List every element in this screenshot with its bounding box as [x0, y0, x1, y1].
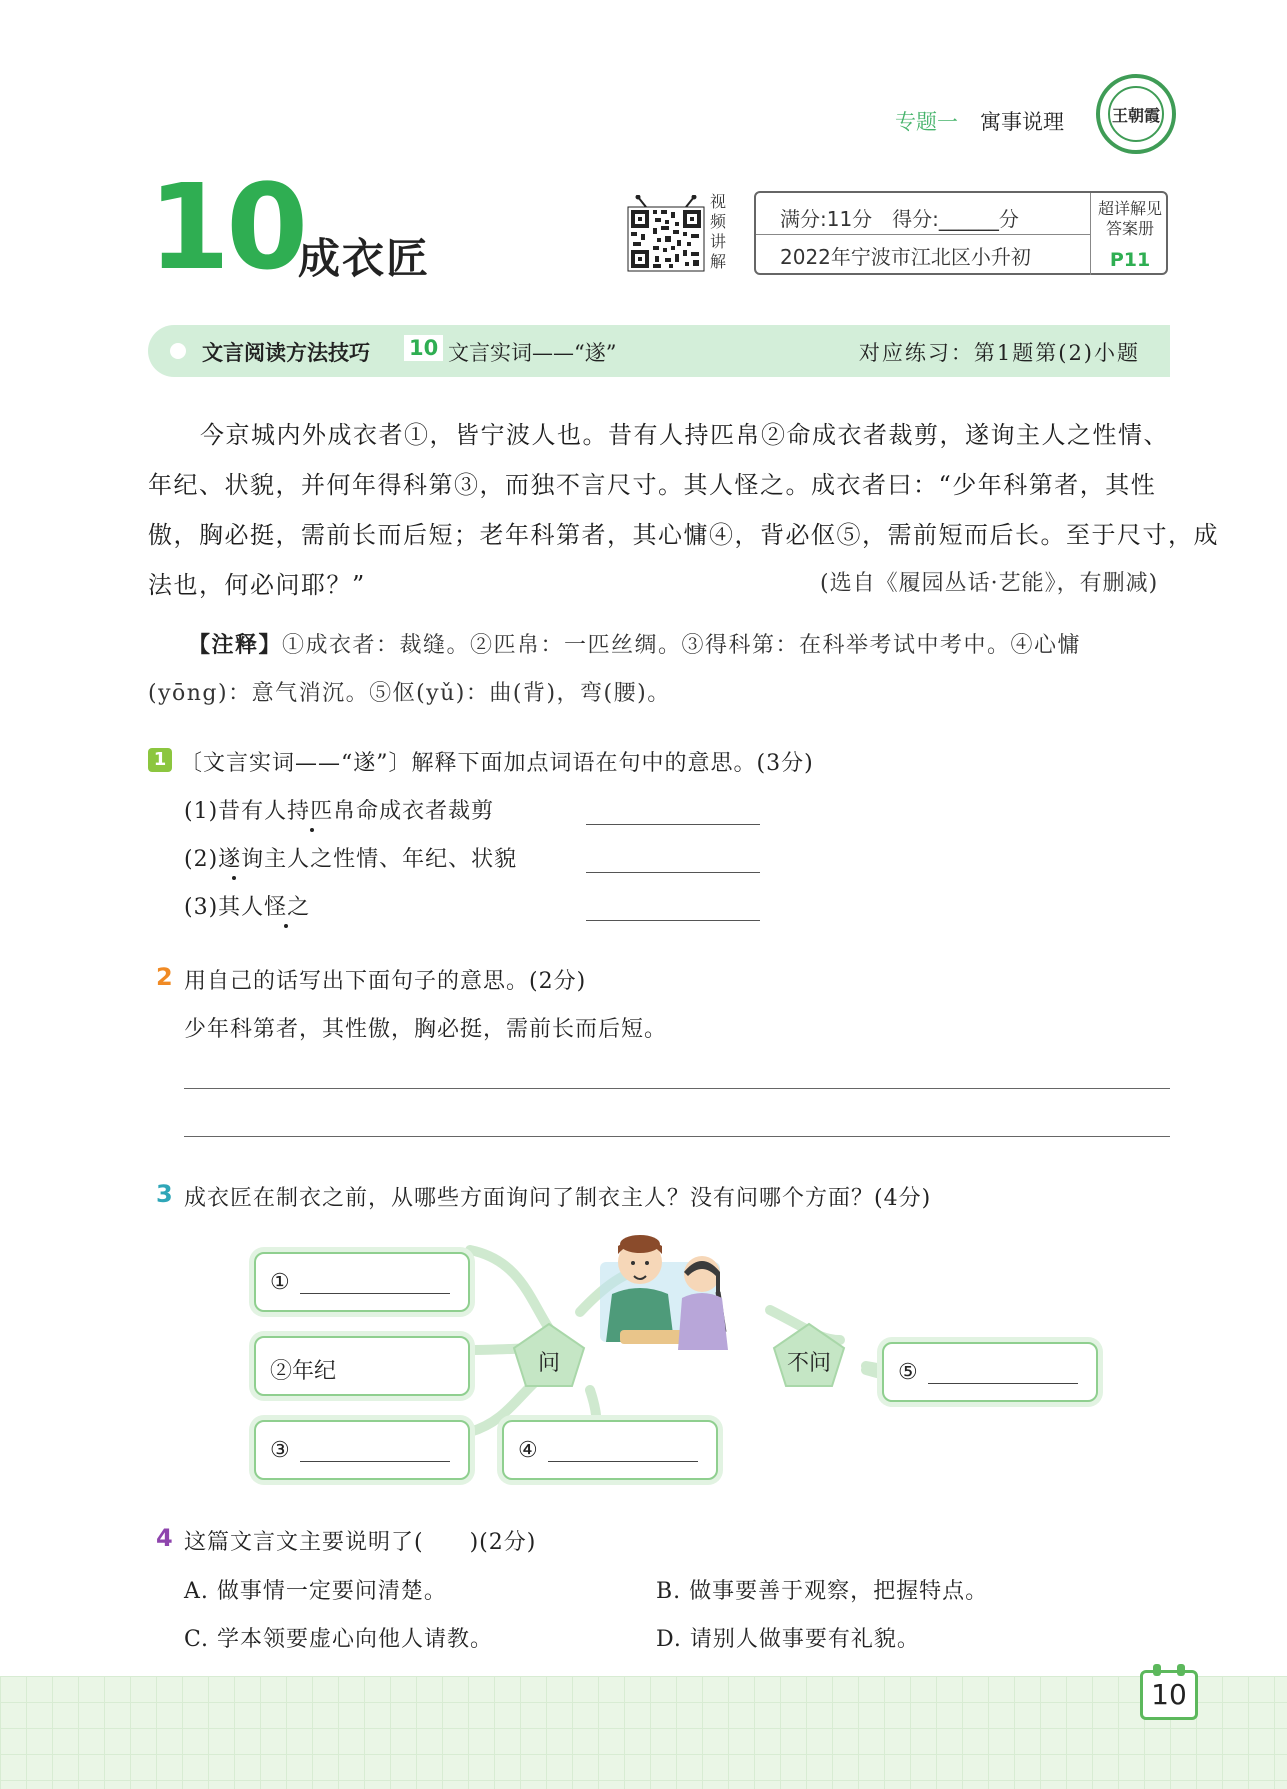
- answer-box-2: [254, 1336, 470, 1396]
- lesson-number: 10: [148, 158, 305, 296]
- passage-line: 法也，何必问耶？”: [148, 571, 366, 599]
- option-b[interactable]: B. 做事要善于观察，把握特点。: [656, 1579, 989, 1604]
- answer-page: P11: [1109, 249, 1151, 271]
- qr-code-icon[interactable]: [626, 195, 708, 273]
- asked-label: 问: [537, 1351, 560, 1376]
- passage-line: 傲，胸必挺，需前长而后短；老年科第者，其心慵④，背必伛⑤，需前短而后长。至于尺寸，成: [148, 521, 1219, 549]
- emphasis-dot: [310, 828, 314, 832]
- annotations: [148, 622, 1168, 718]
- question-text: 用自己的话写出下面句子的意思。(2分): [184, 969, 587, 994]
- footer-grid-band: [0, 1676, 1287, 1789]
- answer-box-label: ③: [270, 1438, 290, 1463]
- score-divider: [756, 234, 1090, 235]
- answer-box-label: ⑤: [898, 1360, 918, 1385]
- score-box: [754, 191, 1168, 275]
- answer-line[interactable]: [586, 872, 760, 873]
- question-number: 1: [148, 748, 172, 772]
- page-number-badge: [1140, 1670, 1198, 1720]
- notes-label: 【注释】: [188, 633, 283, 658]
- emphasis-dot: [232, 876, 236, 880]
- lesson-title: 成衣匠: [298, 234, 431, 283]
- answer-line[interactable]: [586, 824, 760, 825]
- score-line: 满分:11分 得分:______分: [780, 207, 1019, 231]
- answer-line: [548, 1461, 698, 1462]
- answer-box-1[interactable]: [254, 1252, 470, 1312]
- answer-reference: 超详解见答案册: [1097, 199, 1162, 238]
- not-asked-label: 不问: [786, 1351, 831, 1376]
- answer-line: [300, 1293, 450, 1294]
- option-c[interactable]: C. 学本领要虚心向他人请教。: [184, 1627, 494, 1652]
- topic-label: 专题一: [895, 110, 958, 134]
- calendar-tab-icon: [1177, 1664, 1185, 1676]
- method-number: 10: [404, 335, 443, 361]
- answer-line[interactable]: [184, 1088, 1170, 1089]
- question-number: 2: [156, 963, 173, 991]
- answer-box-4[interactable]: [502, 1420, 718, 1480]
- option-a[interactable]: A. 做事情一定要问清楚。: [184, 1579, 447, 1604]
- answer-line: [300, 1461, 450, 1462]
- answer-box-label: ②年纪: [270, 1359, 337, 1384]
- answer-box-5[interactable]: [882, 1342, 1098, 1402]
- tailor-and-customer-illustration: [590, 1232, 752, 1370]
- passage-line: 年纪、状貌，并何年得科第③，而独不言尺寸。其人怪之。成衣者曰：“少年科第者，其性: [148, 471, 1157, 499]
- answer-line[interactable]: [184, 1136, 1170, 1137]
- page-number: 10: [1151, 1678, 1187, 1711]
- answer-box-label: ④: [518, 1438, 538, 1463]
- sub-question: (2)遂询主人之性情、年纪、状貌: [184, 847, 518, 872]
- passage-source: (选自《履园丛话·艺能》，有删减): [820, 571, 1159, 596]
- brand-seal-logo: [1096, 74, 1176, 154]
- exam-source: 2022年宁波市江北区小升初: [780, 245, 1031, 269]
- question-number: 3: [156, 1180, 173, 1208]
- emphasis-dot: [284, 924, 288, 928]
- answer-box-label: ①: [270, 1270, 290, 1295]
- sub-question: (3)其人怪之: [184, 895, 311, 920]
- question-text: 成衣匠在制衣之前，从哪些方面询问了制衣主人？没有问哪个方面？(4分): [184, 1186, 932, 1211]
- passage-line: 今京城内外成衣者①，皆宁波人也。昔有人持匹帛②命成衣者裁剪，遂询主人之性情、: [200, 421, 1169, 449]
- method-topic: 文言实词——“遂”: [448, 341, 617, 365]
- answer-box-3[interactable]: [254, 1420, 470, 1480]
- notes-line: (yōng)：意气消沉。⑤伛(yǔ)：曲(背)，弯(腰)。: [148, 681, 671, 706]
- brand-seal-text: 王朝霞: [1108, 86, 1164, 142]
- method-tip-bar: [148, 325, 1170, 377]
- question-quote: 少年科第者，其性傲，胸必挺，需前长而后短。: [184, 1017, 668, 1042]
- score-divider-vertical: [1090, 193, 1091, 275]
- calendar-tab-icon: [1153, 1664, 1161, 1676]
- method-title: 文言阅读方法技巧: [202, 341, 370, 365]
- sub-question: (1)昔有人持匹帛命成衣者裁剪: [184, 799, 495, 824]
- practice-reference: 对应练习：第1题第(2)小题: [858, 341, 1140, 365]
- bullet-dot-icon: [170, 343, 186, 359]
- question-text: 〔文言实词——“遂”〕解释下面加点词语在句中的意思。(3分): [180, 751, 814, 776]
- question-text: 这篇文言文主要说明了( )(2分): [184, 1530, 537, 1555]
- topic-name: 寓事说理: [980, 110, 1064, 134]
- video-lecture-label[interactable]: 视频讲解: [710, 192, 727, 271]
- notes-line: ①成衣者：裁缝。②匹帛：一匹丝绸。③得科第：在科举考试中考中。④心慵: [282, 633, 1082, 658]
- option-d[interactable]: D. 请别人做事要有礼貌。: [656, 1627, 920, 1652]
- answer-line: [928, 1383, 1078, 1384]
- question-number: 4: [156, 1524, 173, 1552]
- answer-line[interactable]: [586, 920, 760, 921]
